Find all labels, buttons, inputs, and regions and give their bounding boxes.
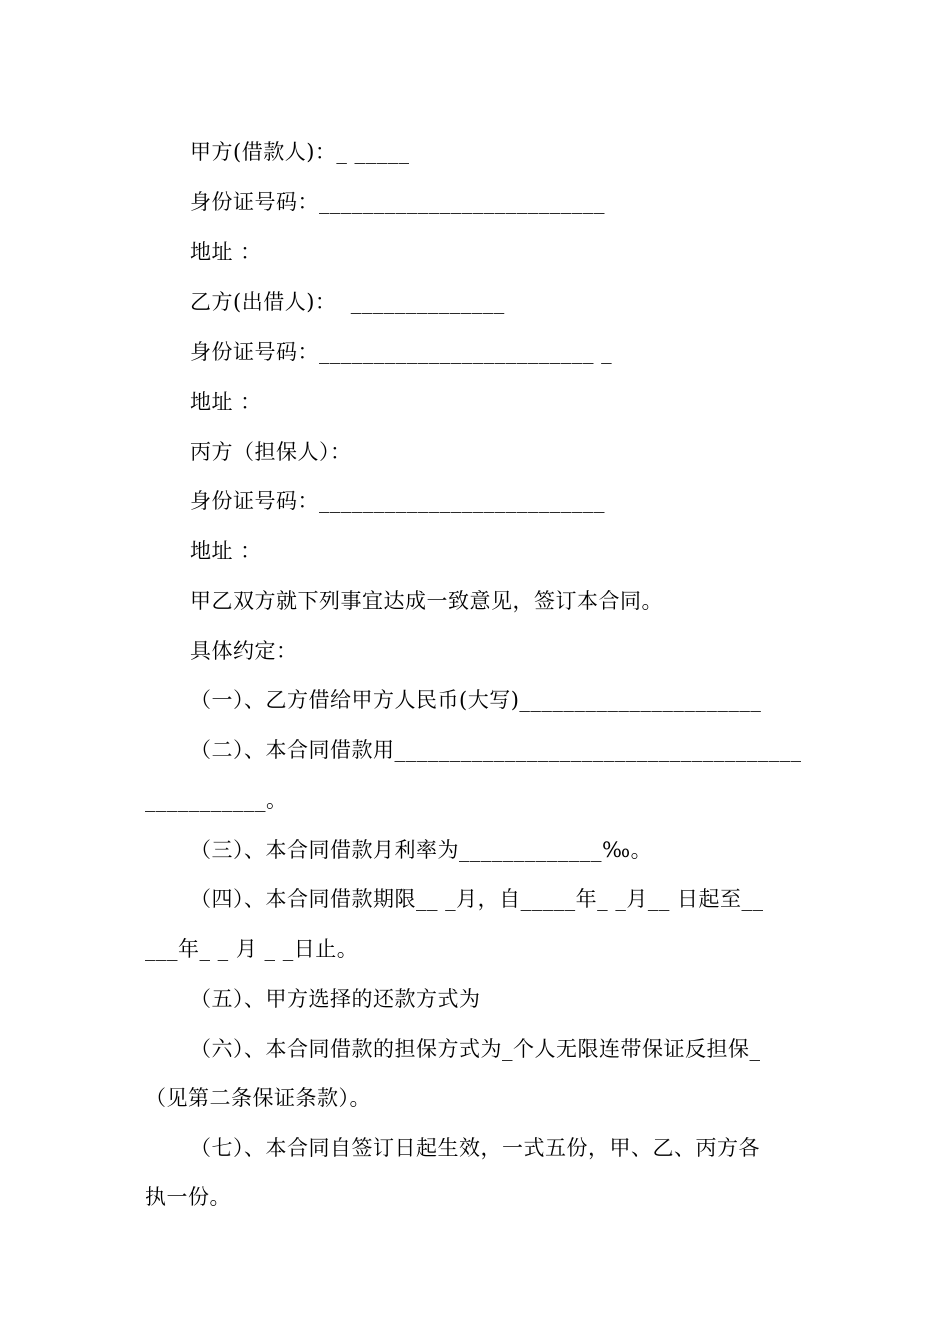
clause-5-repayment-method: （五）、甲方选择的还款方式为 [190,987,481,1011]
party-c-id-number-line: 身份证号码：__________________________ [190,489,605,513]
party-a-id-number-line: 身份证号码：__________________________ [190,190,605,214]
specific-terms-heading: 具体约定： [190,639,298,663]
clause-7-effectiveness: （七）、本合同自签订日起生效，一式五份，甲、乙、丙方各 [190,1136,760,1160]
party-b-lender-line: 乙方(出借人)： ______________ [190,290,505,314]
clause-4-continuation: ___年_ _ 月 _ _日止。 [145,937,359,961]
clause-4-loan-term: （四）、本合同借款期限__ _月，自_____年_ _月__ 日起至__ [190,887,764,911]
clause-2-loan-purpose: （二）、本合同借款用_____________________________________ [190,738,802,762]
clause-2-continuation: ___________。 [145,788,288,812]
party-a-borrower-line: 甲方(借款人)：_ _____ [190,140,410,164]
clause-1-loan-amount: （一）、乙方借给甲方人民币(大写)______________________ [190,688,762,712]
clause-3-interest-rate: （三）、本合同借款月利率为_____________‰。 [190,838,653,862]
party-b-id-number-line: 身份证号码：_________________________ _ [190,340,613,364]
agreement-intro-paragraph: 甲乙双方就下列事宜达成一致意见，签订本合同。 [190,589,663,613]
clause-7-continuation: 执一份。 [145,1185,231,1209]
party-b-address-line: 地址 ： [190,390,262,414]
clause-6-continuation: （见第二条保证条款）。 [145,1086,371,1110]
party-a-address-line: 地址 ： [190,240,262,264]
party-c-address-line: 地址 ： [190,539,262,563]
clause-6-guarantee-method: （六）、本合同借款的担保方式为_个人无限连带保证反担保_ [190,1037,761,1061]
party-c-guarantor-line: 丙方（担保人）： [190,440,352,464]
